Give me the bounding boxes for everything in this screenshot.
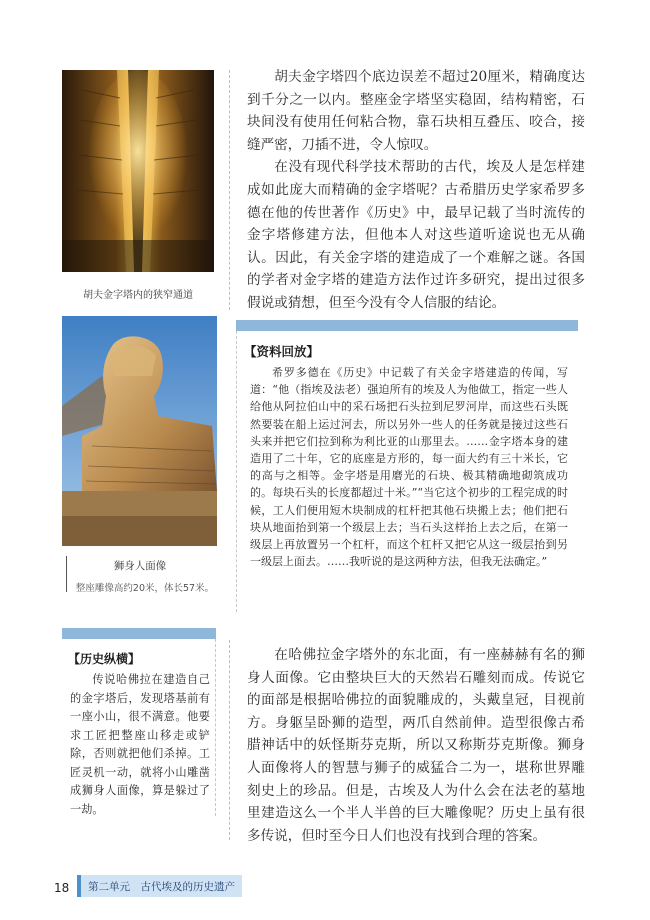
sphinx-subcaption: 整座雕像高约20米，体长57米。 [75, 583, 215, 594]
paragraph: 传说哈佛拉在建造自己的金字塔后，发现塔基前有一座小山，很不满意。他要求工匠把整座山移走或铲除，否则就把他们杀掉。工匠灵机一动，就将小山雕凿成狮身人面像，算是躲过了一劫。 [70, 673, 210, 816]
paragraph: 在没有现代科学技术帮助的古代，埃及人是怎样建成如此庞大而精确的金字塔呢？古希腊历史学家希罗多德在他的传世著作《历史》中，最早记载了当时流传的金字塔修建方法，但他本人对这些道听途说也无从确认。因此，有关金字塔的建造成了一个难解之谜。各国的学者对金字塔的建造方法作过许多研究，提出过很多假说或猜想，但至今没有令人信服的结论。 [247, 159, 585, 311]
column-divider-top [229, 70, 230, 310]
paragraph: 胡夫金字塔四个底边误差不超过20厘米，精确度达到千分之一以内。整座金字塔坚实稳固，结构精密，石块间没有使用任何粘合物，靠石块相互叠压、咬合，接缝严密，刀插不进，令人惊叹。 [247, 69, 585, 153]
material-box-bar [236, 320, 578, 331]
footer-accent-mark [77, 875, 81, 897]
pyramid-passage-caption: 胡夫金字塔内的狭窄通道 [83, 290, 193, 301]
history-box-border [215, 639, 216, 816]
column-divider-bottom [229, 640, 230, 840]
sphinx-caption-line [66, 556, 67, 592]
material-box-heading: 【资料回放】 [244, 344, 320, 359]
history-box-heading: 【历史纵横】 [68, 652, 141, 666]
main-text-top [247, 66, 585, 315]
history-box-bar [62, 628, 216, 639]
sphinx-caption: 狮身人面像 [113, 560, 167, 572]
sphinx-photo [62, 316, 217, 546]
history-box [62, 628, 216, 816]
page-number: 18 [54, 881, 70, 895]
material-box-border [236, 331, 237, 612]
pyramid-passage-photo [62, 70, 214, 272]
paragraph: 希罗多德在《历史》中记载了有关金字塔建造的传闻，写道：“他（指埃及法老）强迫所有的埃及人为他做工，指定一些人给他从阿拉伯山中的采石场把石头拉到尼罗河岸，而这些石头既然要装在船上运过河去，所以另外一些人的任务就是接过这些石头来并把它们拉到称为利比亚的山那里去。……金字塔本身的建造用了二十年，它的底座是方形的，每一面大约有三十米长，它的高与之相等。金字塔是用磨光的石块、极其精确地砌筑成功的。每块石头的长度都超过十米。”“当它这个初步的工程完成的时候，工人们便用短木块制成的杠杆把其他石块搬上去；他们把石块从地面抬到第一个级层上去；当石头这样抬上去之后，在第一级层上再放置另一个杠杆，而这个杠杆又把它从这一级层抬到另一级层上面去。……我听说的是这两种方法，但我无法确定。” [250, 366, 568, 569]
footer-unit-label: 第二单元 古代埃及的历史遗产 [88, 881, 235, 893]
material-review-box [236, 320, 578, 612]
material-box-text [250, 364, 568, 570]
main-text-bottom [247, 644, 585, 847]
history-box-text [70, 671, 210, 819]
paragraph: 在哈佛拉金字塔外的东北面，有一座赫赫有名的狮身人面像。它由整块巨大的天然岩石雕刻而成。传说它的面部是根据哈佛拉的面貌雕成的，头戴皇冠，目视前方。身躯呈卧狮的造型，两爪自然前伸。造型很像古希腊神话中的妖怪斯芬克斯，所以又称斯芬克斯像。狮身人面像将人的智慧与狮子的威猛合二为一，堪称世界雕刻史上的珍品。但是，古埃及人为什么会在法老的墓地里建造这么一个半人半兽的巨大雕像呢？历史上虽有很多传说，但时至今日人们也没有找到合理的答案。 [247, 647, 585, 844]
